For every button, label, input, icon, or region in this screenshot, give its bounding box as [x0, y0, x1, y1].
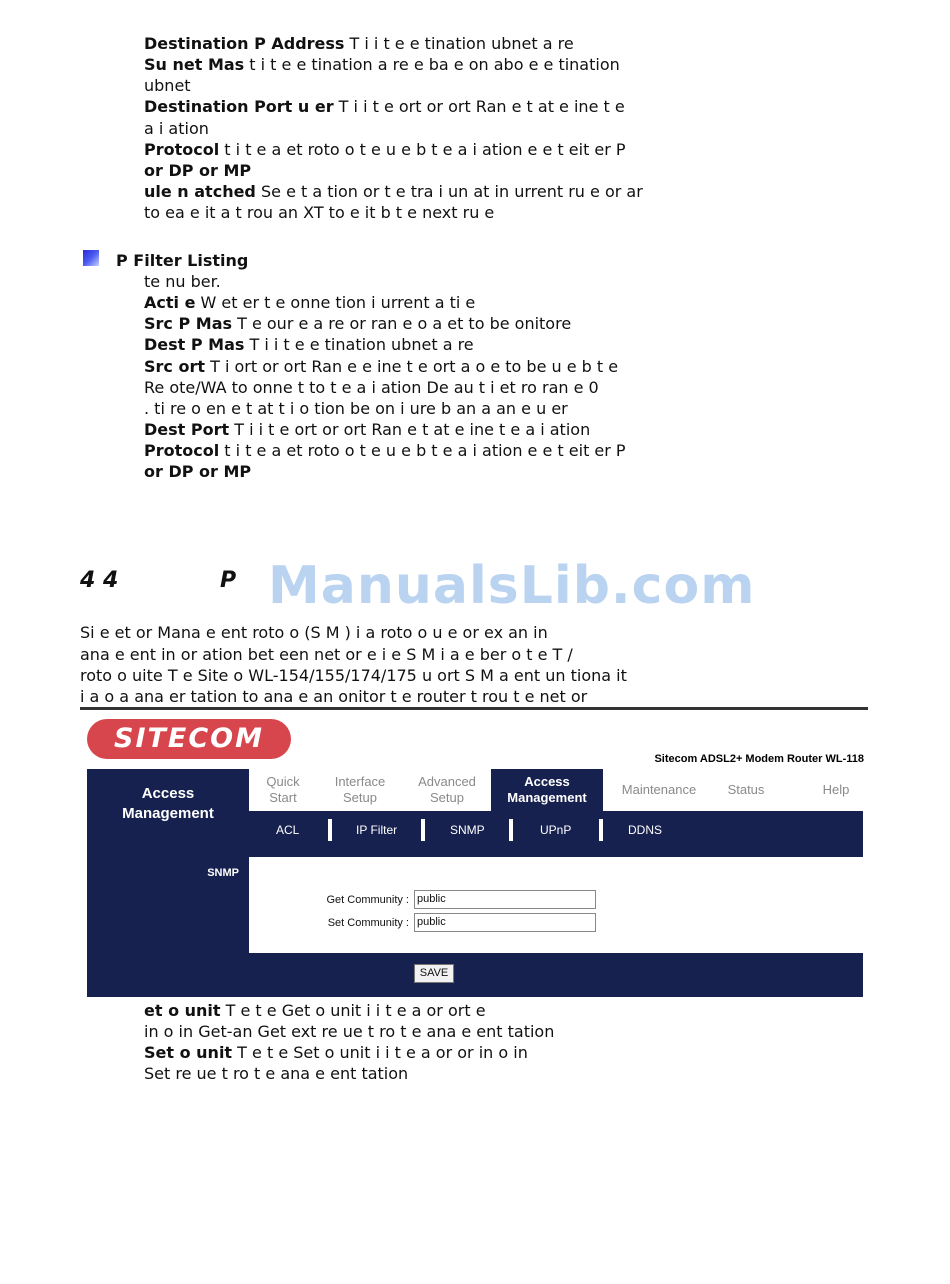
def-desc: T i ort or ort Ran e e ine t e ort a o e to be u e b t e — [205, 357, 619, 376]
def-line — [144, 1001, 486, 1021]
def-line — [144, 314, 571, 334]
section-letter: P — [220, 568, 237, 593]
def-term: ule n atched — [144, 182, 256, 201]
divider — [80, 707, 868, 710]
section-header-line1: Access — [141, 785, 195, 802]
def-line — [144, 1022, 554, 1042]
def-term: Src ort — [144, 357, 205, 376]
get-community-label: Get Community : — [326, 894, 409, 906]
get-community-input[interactable]: public — [414, 890, 596, 909]
def-line — [144, 335, 474, 355]
side-column — [87, 857, 249, 953]
def-term: Acti e — [144, 293, 196, 312]
watermark: ManualsLib.com — [268, 556, 756, 616]
router-model: Sitecom ADSL2+ Modem Router WL-118 — [654, 753, 864, 765]
def-desc: to ea e it a t rou an XT to e it b t e next ru e — [144, 203, 495, 222]
def-line — [144, 1064, 408, 1084]
def-desc: Re ote/WA to onne t to t e a i ation De au t i et ro ran e 0 — [144, 378, 599, 397]
separator — [509, 819, 513, 841]
intro-line: roto o uite T e Site o WL-154/155/174/175 u ort S M a ent un tiona it — [80, 666, 627, 685]
def-desc: T e t e Set o unit i i t e a or or in o in — [232, 1043, 528, 1062]
def-term: Src P Mas — [144, 314, 233, 333]
def-desc: W et er t e onne tion i urrent a ti e — [195, 293, 476, 312]
main-tabs — [249, 769, 863, 811]
def-desc: or DP or MP — [144, 161, 252, 180]
tab-access-management[interactable]: Access Management — [491, 769, 603, 811]
def-line — [144, 203, 494, 223]
subtab-upnp[interactable]: UPnP — [540, 823, 572, 837]
tab-quick-start[interactable]: Quick Start — [266, 774, 300, 805]
set-community-label: Set Community : — [327, 917, 409, 929]
def-desc: t i t e a et roto o t e u e b t e a i ation e e t eit er P — [219, 441, 626, 460]
bullet-icon — [83, 250, 99, 266]
subtab-ddns[interactable]: DDNS — [628, 823, 663, 837]
separator — [421, 819, 425, 841]
def-desc: Set re ue t ro t e ana e ent tation — [144, 1064, 409, 1083]
section-header-line2: Management — [122, 805, 214, 822]
subtab-snmp[interactable]: SNMP — [450, 823, 485, 837]
def-line — [144, 140, 626, 160]
def-term: Protocol — [144, 140, 220, 159]
def-line — [144, 119, 209, 139]
subtab-ip-filter[interactable]: IP Filter — [356, 823, 398, 837]
sitecom-logo: SITECOM — [87, 719, 291, 759]
section-header-box — [87, 769, 249, 861]
sub-tabs — [249, 811, 863, 857]
def-term: Dest P Mas — [144, 335, 245, 354]
def-line — [144, 357, 618, 377]
def-desc: T e t e Get o unit i i t e a or ort e — [220, 1001, 486, 1020]
def-term: Set o unit — [144, 1043, 233, 1062]
intro-line: Si e et or Mana e ent roto o (S M ) i a roto o u e or ex an in — [80, 623, 548, 642]
tab-status[interactable]: Status — [727, 782, 765, 797]
def-line — [144, 76, 191, 96]
def-desc: Se e t a tion or t e tra i un at in urrent ru e or ar — [255, 182, 643, 201]
def-desc: in o in Get-an Get ext re ue t ro t e ana e ent tation — [144, 1022, 555, 1041]
tab-help[interactable]: Help — [822, 782, 850, 797]
tab-interface-setup[interactable]: Interface Setup — [334, 774, 386, 805]
def-line — [144, 441, 626, 461]
separator — [328, 819, 332, 841]
def-desc: t i t e e tination a re e ba e on abo e e tination — [244, 55, 620, 74]
def-desc: T i i t e e tination ubnet a re — [344, 34, 574, 53]
def-desc: . ti re o en e t at t i o tion be on i ure b an a an e u er — [144, 399, 568, 418]
def-line — [144, 462, 251, 482]
def-desc: T e our e a re or ran e o a et to be onitore — [232, 314, 572, 333]
def-desc: t i t e a et roto o t e u e b t e a i ation e e t eit er P — [219, 140, 626, 159]
router-screenshot — [80, 707, 868, 999]
def-term: Protocol — [144, 441, 220, 460]
def-term: Destination Port u er — [144, 97, 334, 116]
def-line — [144, 55, 620, 75]
def-line — [144, 34, 574, 54]
tab-advanced-setup[interactable]: Advanced Setup — [418, 774, 476, 805]
def-term: Destination P Address — [144, 34, 345, 53]
def-line — [144, 182, 643, 202]
def-desc: te nu ber. — [144, 272, 221, 291]
button-bar — [87, 953, 863, 997]
subtab-acl[interactable]: ACL — [276, 823, 300, 837]
def-line — [144, 399, 568, 419]
def-line — [144, 97, 625, 117]
def-line — [144, 293, 475, 313]
separator — [599, 819, 603, 841]
def-term: Su net Mas — [144, 55, 245, 74]
tab-maintenance[interactable]: Maintenance — [621, 782, 697, 797]
save-button[interactable]: SAVE — [414, 964, 454, 983]
def-desc: T i i t e ort or ort Ran e t at e ine t e a i ation — [229, 420, 591, 439]
def-term: et o unit — [144, 1001, 221, 1020]
def-line — [144, 420, 590, 440]
def-line — [144, 161, 251, 181]
def-desc: a i ation — [144, 119, 209, 138]
def-term: Dest Port — [144, 420, 230, 439]
def-line — [144, 272, 221, 292]
section-number: 4 4 — [80, 568, 119, 593]
side-label: SNMP — [207, 867, 239, 879]
def-desc: T i i t e e tination ubnet a re — [244, 335, 474, 354]
def-desc: or DP or MP — [144, 462, 252, 481]
def-desc: ubnet — [144, 76, 191, 95]
def-line — [144, 378, 599, 398]
def-line — [144, 1043, 528, 1063]
set-community-input[interactable]: public — [414, 913, 596, 932]
snmp-form — [249, 857, 863, 953]
def-desc: T i i t e ort or ort Ran e t at e ine t e — [333, 97, 625, 116]
section-title: P Filter Listing — [116, 251, 249, 270]
intro-line: ana e ent in or ation bet een net or e i e S M i a e ber o t e T / — [80, 645, 573, 664]
intro-line: i a o a ana er tation to ana e an onitor t e router t rou t e net or — [80, 687, 588, 706]
